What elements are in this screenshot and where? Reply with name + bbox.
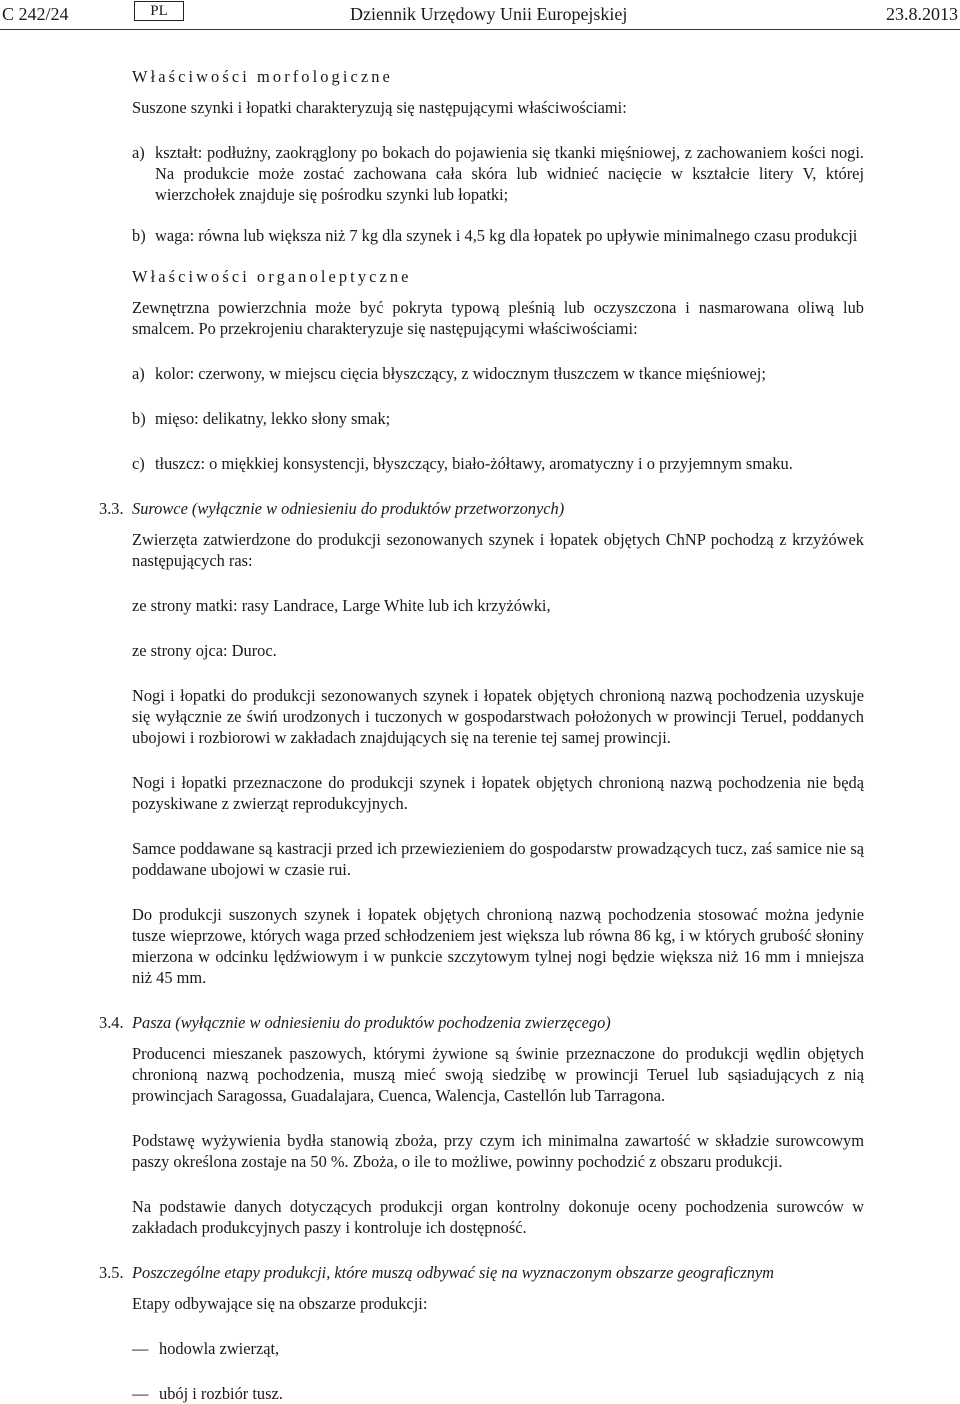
page-number: C 242/24 (2, 4, 69, 24)
dash-item-text: ubój i rozbiór tusz. (159, 1384, 283, 1403)
dash-marker: — (132, 1384, 149, 1403)
organo-heading: Właściwości organoleptyczne (132, 267, 412, 286)
morph-item-a (132, 142, 864, 205)
s34-paragraph-2: Podstawę wyżywienia bydła stanowią zboża, przy czym ich minimalna zawartość w składzie surowcowym paszy określona zostaje na 50 %. Zboża, o ile to możliwe, powinny pochodzić z obszaru produkcji. (132, 1131, 864, 1171)
section-title: Surowce (wyłącznie w odniesieniu do produktów przetworzonych) (132, 499, 565, 518)
header-rule (0, 29, 960, 30)
morph-item-b (132, 225, 864, 246)
section-title: Pasza (wyłącznie w odniesieniu do produktów pochodzenia zwierzęcego) (132, 1013, 611, 1032)
language-code-box: PL (134, 1, 184, 21)
item-text: kształt: podłużny, zaokrąglony po bokach do pojawienia się tkanki mięśniowej, z zachowaniem kości nogi. Na produkcie może zostać zachowana cała skóra lub widnieć nacięcie w kształcie litery V, której wierzchołek znajduje się pośrodku szynki lub łopatki; (155, 143, 864, 204)
morph-intro: Suszone szynki i łopatki charakteryzują się następującymi właściwościami: (132, 98, 627, 117)
section-3-4-heading (99, 1012, 864, 1033)
organo-item-a (132, 363, 864, 384)
section-3-5-heading (99, 1262, 864, 1283)
s33-paragraph-4: Nogi i łopatki do produkcji sezonowanych szynek i łopatek objętych chronioną nazwą pochodzenia uzyskuje się wyłącznie ze świń urodzonych i tuczonych w gospodarstwach położonych w prowincji Teruel, poddanych ubojowi i rozbiorowi w zakładach znajdujących się na terenie tej samej prowincji. (132, 686, 864, 747)
item-label: c) (132, 454, 145, 473)
item-label: b) (132, 409, 146, 428)
section-number: 3.3. (99, 499, 124, 518)
s35-dash-item (132, 1383, 864, 1404)
section-number: 3.5. (99, 1263, 124, 1282)
s34-paragraph-1: Producenci mieszanek paszowych, którymi żywione są świnie przeznaczone do produkcji wędlin objętych chronioną nazwą pochodzenia, muszą mieć swoją siedzibę w prowincji Teruel lub sąsiadujących z nią prowincjach Saragossa, Guadalajara, Cuenca, Walencja, Castellón lub Tarragona. (132, 1044, 864, 1105)
item-text: waga: równa lub większa niż 7 kg dla szynek i 4,5 kg dla łopatek po upływie minimalnego czasu produkcji (155, 226, 858, 245)
section-3-3-heading (99, 498, 864, 519)
page-header (0, 0, 960, 34)
publication-date: 23.8.2013 (886, 4, 958, 24)
s33-paragraph-5: Nogi i łopatki przeznaczone do produkcji szynek i łopatek objętych chronioną nazwą pochodzenia nie będą pozyskiwane z zwierząt reprodukcyjnych. (132, 773, 864, 813)
dash-item-text: hodowla zwierząt, (159, 1339, 280, 1358)
s33-paragraph-1: Zwierzęta zatwierdzone do produkcji sezonowanych szynek i łopatek objętych ChNP pochodzą z krzyżówek następujących ras: (132, 530, 864, 570)
item-label: b) (132, 226, 146, 245)
item-label: a) (132, 364, 145, 383)
s33-paragraph-6: Samce poddawane są kastracji przed ich przewiezieniem do gospodarstw prowadzących tucz, zaś samice nie są poddawane ubojowi w czasie rui. (132, 839, 864, 879)
item-label: a) (132, 143, 145, 162)
morph-heading: Właściwości morfologiczne (132, 67, 393, 86)
s33-paragraph-2: ze strony matki: rasy Landrace, Large White lub ich krzyżówki, (132, 596, 551, 615)
s34-paragraph-3: Na podstawie danych dotyczących produkcji organ kontrolny dokonuje oceny pochodzenia surowców w zakładach produkcyjnych paszy i kontroluje ich dostępność. (132, 1197, 864, 1237)
section-number: 3.4. (99, 1013, 124, 1032)
organo-intro: Zewnętrzna powierzchnia może być pokryta typową pleśnią lub oczyszczona i nasmarowana oliwą lub smalcem. Po przekrojeniu charakteryzuje się następującymi właściwościami: (132, 298, 864, 338)
document-body (99, 66, 864, 1404)
organo-item-b (132, 408, 864, 429)
item-text: kolor: czerwony, w miejscu cięcia błyszczący, z widocznym tłuszczem w tkance mięśniowej; (155, 364, 766, 383)
s33-paragraph-7: Do produkcji suszonych szynek i łopatek objętych chronioną nazwą pochodzenia stosować można jedynie tusze wieprzowe, których waga przed schłodzeniem jest większa lub równa 86 kg, i w których grubość słoniny mierzona w odcinku lędźwiowym i w punkcie szczytowym tylnej nogi będzie większa niż 16 mm i mniejsza niż 45 mm. (132, 905, 864, 987)
item-text: mięso: delikatny, lekko słony smak; (155, 409, 391, 428)
s33-paragraph-3: ze strony ojca: Duroc. (132, 641, 277, 660)
s35-dash-item (132, 1338, 864, 1359)
item-text: tłuszcz: o miękkiej konsystencji, błyszczący, biało-żółtawy, aromatyczny i o przyjemnym smaku. (155, 454, 793, 473)
journal-title: Dziennik Urzędowy Unii Europejskiej (350, 4, 628, 24)
dash-marker: — (132, 1339, 149, 1358)
section-title: Poszczególne etapy produkcji, które muszą odbywać się na wyznaczonym obszarze geograficznym (132, 1263, 775, 1282)
s35-intro: Etapy odbywające się na obszarze produkcji: (132, 1294, 428, 1313)
organo-item-c (132, 453, 864, 474)
